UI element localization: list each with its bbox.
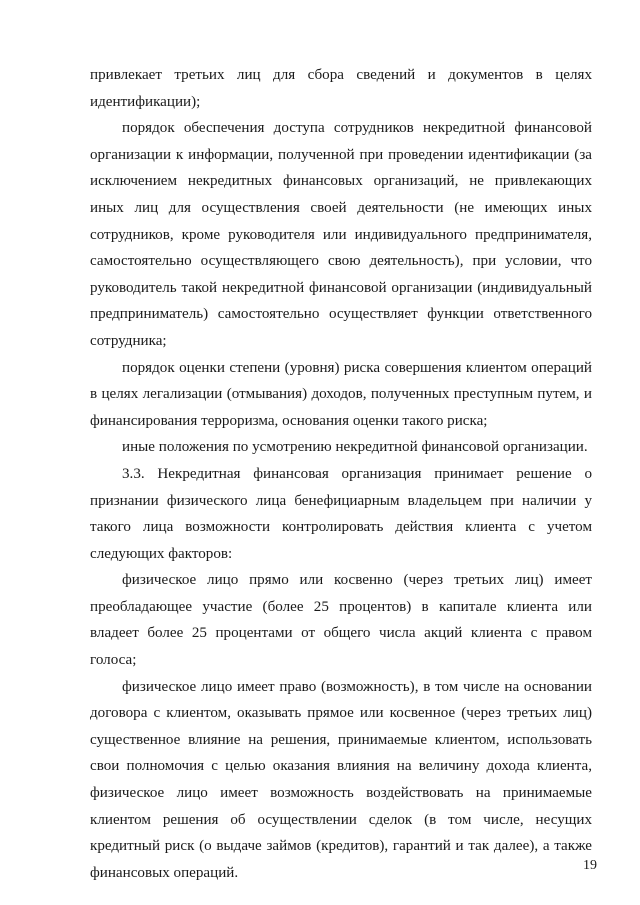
paragraph-other-provisions: иные положения по усмотрению некредитной финансовой организации. — [122, 439, 588, 456]
paragraph-access-procedure: порядок обеспечения доступа сотрудников некредитной финансовой организации к информации, полученной при проведении идентификации (за исключением некредитных финансовых организаций, не привлекающих иных лиц для осуществления своей деятельности (не имеющих иных сотрудников, кроме руководителя или индивидуального предпринимателя, самостоятельно осуществляющего свою деятельность), при условии, что руководитель такой некредитной финансовой организации (индивидуальный предприниматель) самостоятельно осуществляет функции ответственного сотрудника; — [90, 120, 592, 349]
document-body — [90, 62, 592, 886]
paragraph-continuation: привлекает третьих лиц для сбора сведений и документов в целях идентификации); — [90, 67, 592, 110]
paragraph-ownership-factor: физическое лицо прямо или косвенно (через третьих лиц) имеет преобладающее участие (более 25 процентов) в капитале клиента или владеет более 25 процентами от общего числа акций клиента с правом голоса; — [90, 572, 592, 669]
paragraph-section-3-3: 3.3. Некредитная финансовая организация принимает решение о признании физического лица бенефициарным владельцем при наличии у такого лица возможности контролировать действия клиента с учетом следующих факторов: — [90, 465, 592, 562]
page-number: 19 — [583, 858, 597, 873]
paragraph-risk-assessment: порядок оценки степени (уровня) риска совершения клиентом операций в целях легализации (отмывания) доходов, полученных преступным путем, и финансирования терроризма, основания оценки такого риска; — [90, 359, 592, 429]
paragraph-influence-factor: физическое лицо имеет право (возможность), в том числе на основании договора с клиентом, оказывать прямое или косвенное (через третьих лиц) существенное влияние на решения, принимаемые клиентом, использовать свои полномочия с целью оказания влияния на величину дохода клиента, физическое лицо имеет возможность воздействовать на принимаемые клиентом решения об осуществлении сделок (в том числе, несущих кредитный риск (о выдаче займов (кредитов), гарантий и так далее), а также финансовых операций. — [90, 678, 592, 881]
